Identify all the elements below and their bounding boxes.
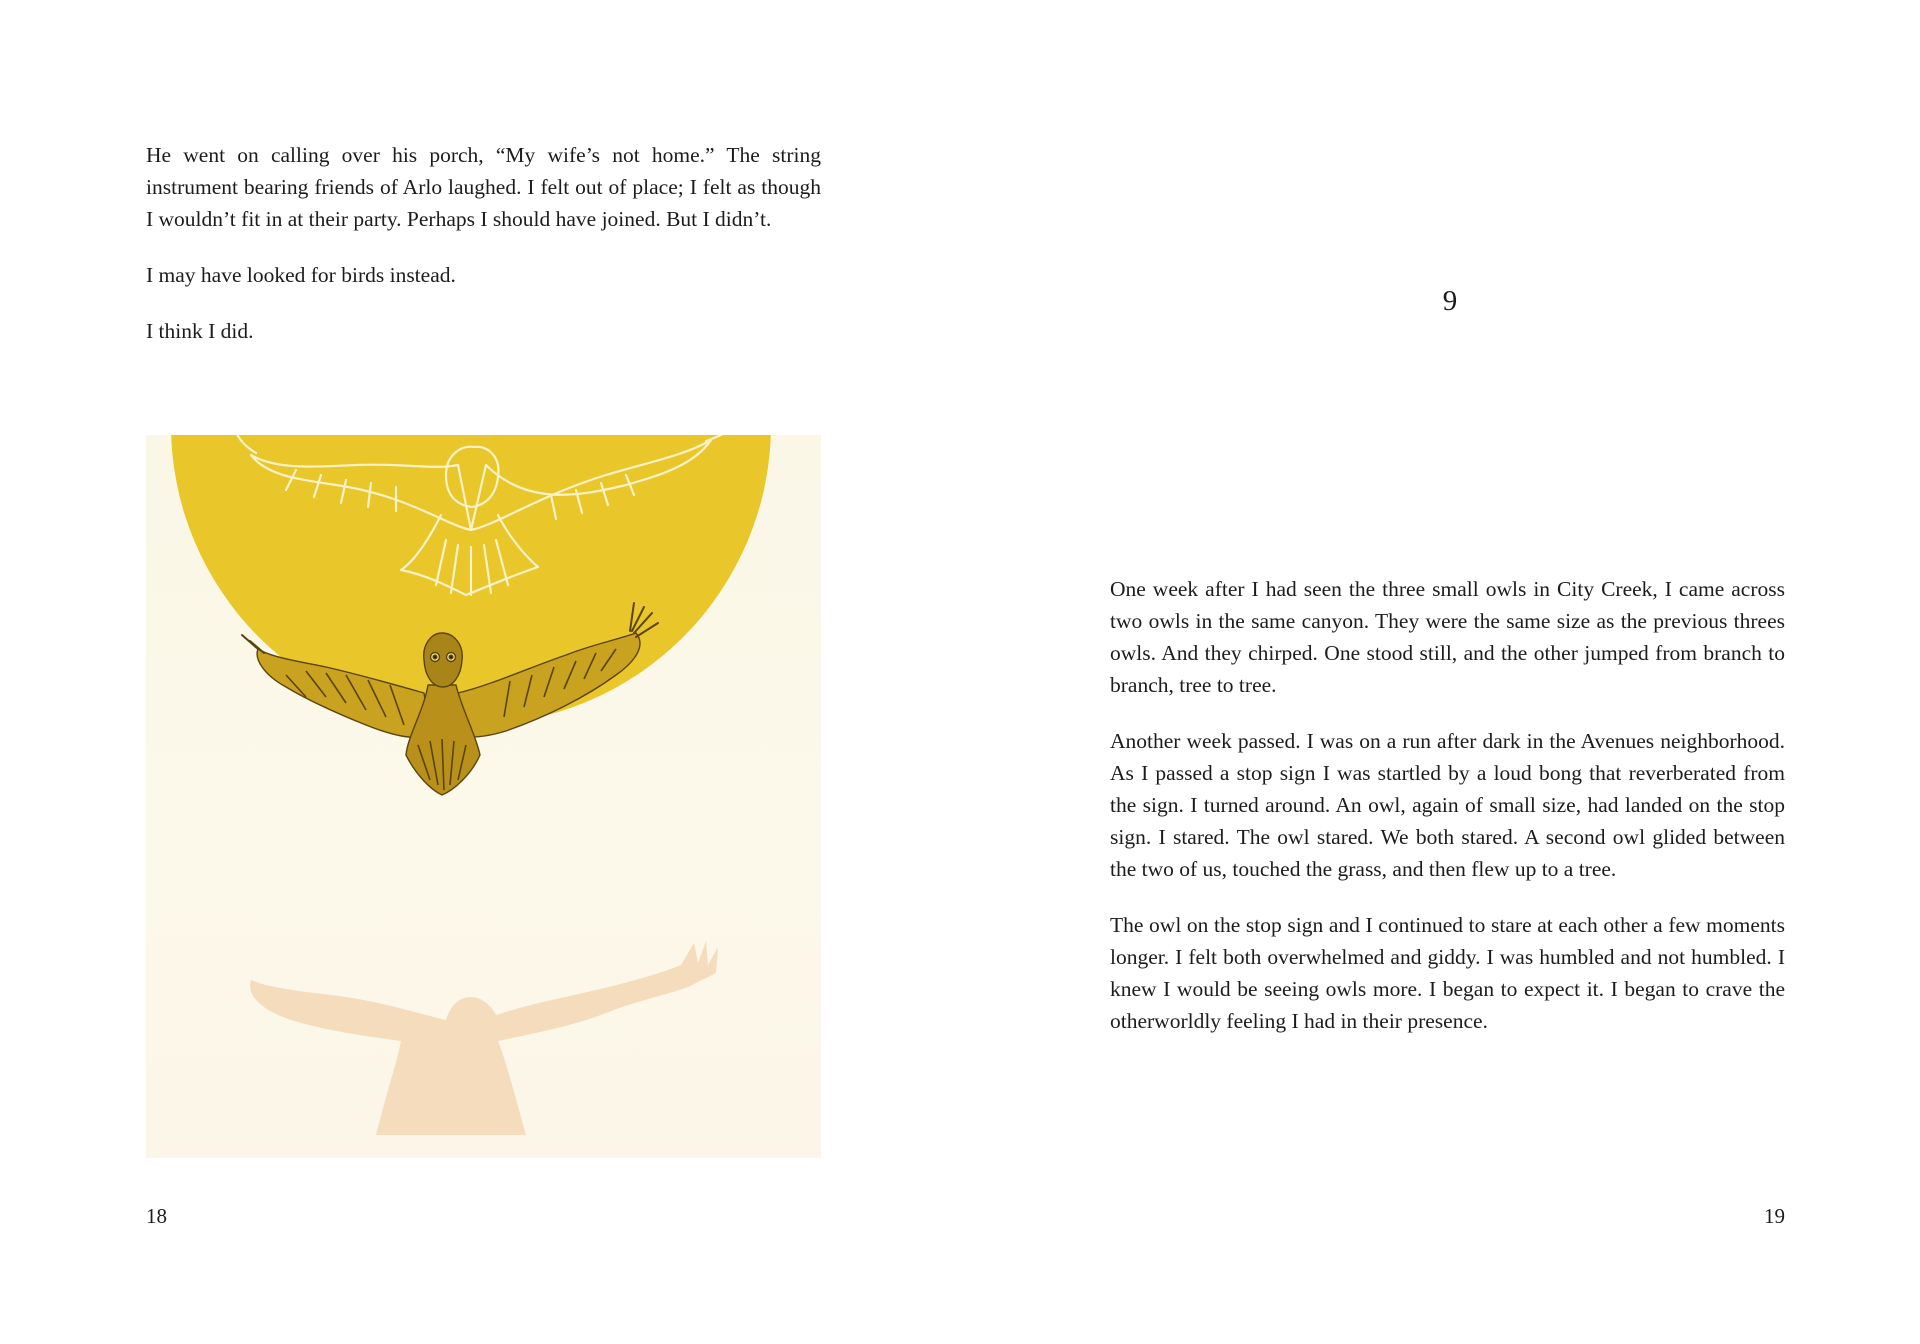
page-number-right: 19 [1764, 1204, 1785, 1228]
right-paragraph-2: Another week passed. I was on a run after dark in the Avenues neighborhood. As I passed a stop sign I was startled by a loud bong that reverberated from the sign. I turned around. An owl, again of small size, had landed on the stop sign. I stared. The owl stared. We both stared. A second owl glided between the two of us, touched the grass, and then flew up to a tree. [1110, 729, 1785, 881]
chapter-number: 9 [1442, 285, 1458, 317]
right-paragraph-3: The owl on the stop sign and I continued to stare at each other a few moments longer. I felt both overwhelmed and giddy. I was humbled and not humbled. I knew I would be seeing owls more. I began to expect it. I began to crave the otherworldly feeling I had in their presence. [1110, 913, 1785, 1033]
owl-illustration [146, 435, 821, 1158]
left-paragraph-1: He went on calling over his porch, “My wife’s not home.” The string instrument bearing friends of Arlo laughed. I felt out of place; I felt as though I wouldn’t fit in at their party. Perhaps I should have joined. But I didn’t. [146, 143, 821, 231]
owl-shadow [250, 941, 718, 1135]
left-page-text [146, 139, 821, 371]
left-paragraph-3: I think I did. [146, 319, 254, 343]
page-number-left: 18 [146, 1204, 167, 1228]
right-paragraph-1: One week after I had seen the three small owls in City Creek, I came across two owls in the same canyon. They were the same size as the previous threes owls. And they chirped. One stood still, and the other jumped from branch to branch, tree to tree. [1110, 577, 1785, 697]
left-paragraph-2: I may have looked for birds instead. [146, 263, 456, 287]
right-page-text [1110, 573, 1785, 1061]
